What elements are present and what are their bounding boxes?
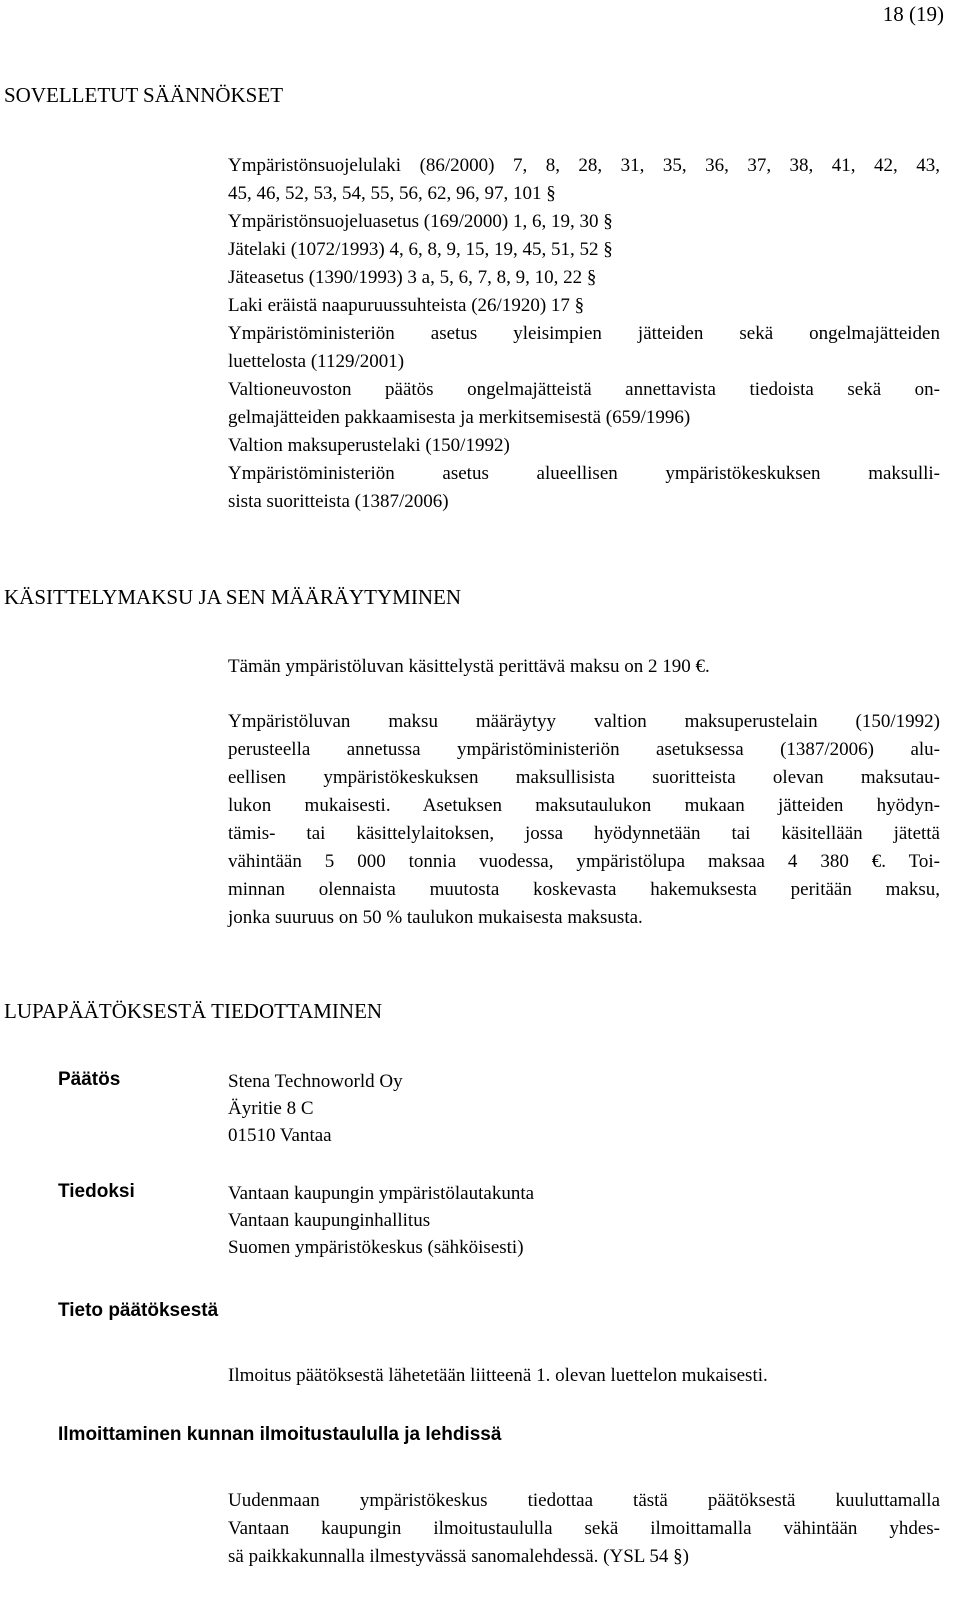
paragraph-line: Vantaan kaupungin ilmoitustaululla sekä ilmoittamalla vähintään yhdes-: [228, 1518, 940, 1539]
paragraph-line: tämis- tai käsittelylaitoksen, jossa hyödynnetään tai käsitellään jätettä: [228, 823, 940, 844]
regulation-line: Laki eräistä naapuruussuhteista (26/1920) 17 §: [228, 295, 585, 316]
heading-kasittelymaksu: KÄSITTELYMAKSU JA SEN MÄÄRÄYTYMINEN: [4, 585, 461, 609]
label-paatos: Päätös: [58, 1069, 121, 1090]
regulation-line: Ympäristöministeriön asetus yleisimpien jätteiden sekä ongelmajätteiden: [228, 323, 940, 344]
paragraph-line: Uudenmaan ympäristökeskus tiedottaa tästä päätöksestä kuuluttamalla: [228, 1490, 940, 1511]
paragraph-line: minnan olennaista muutosta koskevasta hakemuksesta peritään maksu,: [228, 879, 940, 900]
paragraph-line: perusteella annetussa ympäristöministeriön asetuksessa (1387/2006) alu-: [228, 739, 940, 760]
fee-paragraph: [228, 708, 940, 932]
regulation-line: sista suoritteista (1387/2006): [228, 491, 449, 512]
regulation-line: luettelosta (1129/2001): [228, 351, 405, 372]
recipient-line: 01510 Vantaa: [228, 1125, 332, 1146]
tiedoksi-recipients: [228, 1180, 534, 1261]
paragraph-line: eellisen ympäristökeskuksen maksullisista suoritteista olevan maksutau-: [228, 767, 940, 788]
recipient-line: Äyritie 8 C: [228, 1098, 314, 1119]
recipient-line: Vantaan kaupunginhallitus: [228, 1210, 431, 1231]
fee-line: Tämän ympäristöluvan käsittelystä perittävä maksu on 2 190 €.: [228, 656, 710, 677]
label-tieto-paatoksesta: Tieto päätöksestä: [58, 1300, 219, 1321]
regulation-line: Ympäristönsuojeluasetus (169/2000) 1, 6, 19, 30 §: [228, 211, 613, 232]
regulation-line: Valtion maksuperustelaki (150/1992): [228, 435, 510, 456]
regulation-line: Ympäristönsuojelulaki (86/2000) 7, 8, 28, 31, 35, 36, 37, 38, 41, 42, 43,: [228, 155, 940, 176]
tieto-paatoksesta-text: Ilmoitus päätöksestä lähetetään liitteenä 1. olevan luettelon mukaisesti.: [228, 1365, 768, 1386]
recipient-line: Vantaan kaupungin ympäristölautakunta: [228, 1183, 535, 1204]
ilmoittaminen-paragraph: [228, 1487, 940, 1571]
recipient-line: Stena Technoworld Oy: [228, 1071, 403, 1092]
regulation-line: Ympäristöministeriön asetus alueellisen ympäristökeskuksen maksulli-: [228, 463, 940, 484]
recipient-line: Suomen ympäristökeskus (sähköisesti): [228, 1237, 524, 1258]
heading-lupapaatoksesta-tiedottaminen: LUPAPÄÄTÖKSESTÄ TIEDOTTAMINEN: [4, 999, 383, 1023]
paragraph-line: sä paikkakunnalla ilmestyvässä sanomalehdessä. (YSL 54 §): [228, 1546, 689, 1567]
regulation-line: Jätelaki (1072/1993) 4, 6, 8, 9, 15, 19, 45, 51, 52 §: [228, 239, 613, 260]
label-tiedoksi: Tiedoksi: [58, 1181, 135, 1202]
paragraph-line: jonka suuruus on 50 % taulukon mukaisesta maksusta.: [228, 907, 643, 928]
regulation-line: 45, 46, 52, 53, 54, 55, 56, 62, 96, 97, 101 §: [228, 183, 556, 204]
page-number: 18 (19): [882, 2, 944, 26]
label-ilmoittaminen: Ilmoittaminen kunnan ilmoitustaululla ja lehdissä: [58, 1424, 502, 1445]
paatos-recipient: [228, 1068, 403, 1149]
paragraph-line: lukon mukaisesti. Asetuksen maksutaulukon mukaan jätteiden hyödyn-: [228, 795, 940, 816]
paragraph-line: Ympäristöluvan maksu määräytyy valtion maksuperustelain (150/1992): [228, 711, 940, 732]
regulations-list: [228, 152, 940, 516]
paragraph-line: vähintään 5 000 tonnia vuodessa, ympäristölupa maksaa 4 380 €. Toi-: [228, 851, 940, 872]
regulation-line: gelmajätteiden pakkaamisesta ja merkitsemisestä (659/1996): [228, 407, 691, 428]
regulation-line: Jäteasetus (1390/1993) 3 a, 5, 6, 7, 8, 9, 10, 22 §: [228, 267, 597, 288]
regulation-line: Valtioneuvoston päätös ongelmajätteistä annettavista tiedoista sekä on-: [228, 379, 940, 400]
heading-sovelletut-saannokset: SOVELLETUT SÄÄNNÖKSET: [4, 83, 284, 107]
